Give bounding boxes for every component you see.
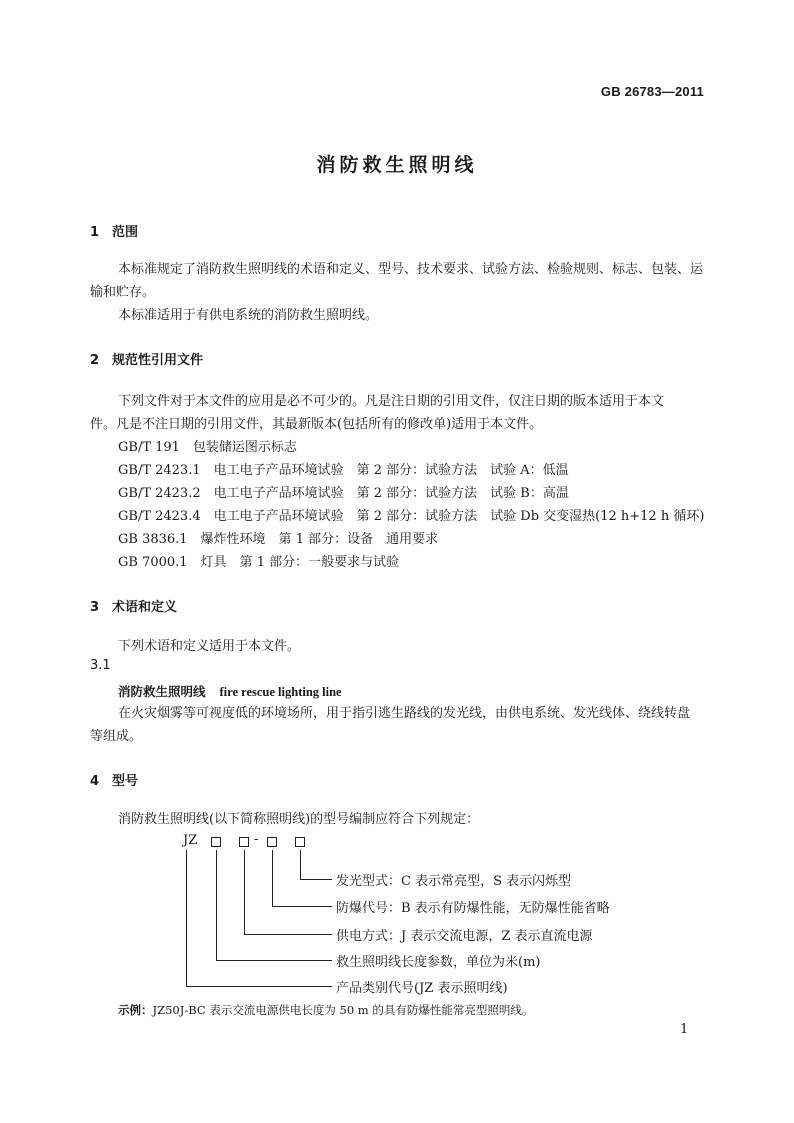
leader-line [272, 906, 332, 907]
section-2-heading [90, 349, 203, 368]
section-title: 术语和定义 [112, 600, 178, 615]
page-number: 1 [680, 1022, 689, 1037]
leader-line [300, 879, 332, 880]
reference-item: GB/T 2423.2 电工电子产品环境试验 第 2 部分：试验方法 试验 B：高温 [118, 486, 569, 501]
leader-line [300, 850, 301, 879]
section-title: 规范性引用文件 [112, 353, 204, 368]
terms-intro: 下列术语和定义适用于本文件。 [118, 639, 301, 654]
section-title: 范围 [112, 225, 139, 240]
leader-line [186, 850, 187, 986]
length-box [211, 837, 221, 847]
section-3-heading [90, 596, 177, 615]
scope-paragraph-line-2: 输和贮存。 [90, 285, 156, 300]
section-number: 4 [90, 774, 100, 789]
term-definition-line-1: 在火灾烟雾等可视度低的环境场所，用于指引逃生路线的发光线，由供电系统、发光线体、绕线转盘 [118, 706, 691, 721]
references-intro-line-2: 件。凡是不注日期的引用文件，其最新版本(包括所有的修改单)适用于本文件。 [90, 417, 543, 432]
leader-line [186, 986, 332, 987]
scope-paragraph-line-1: 本标准规定了消防救生照明线的术语和定义、型号、技术要求、试验方法、检验规则、标志、包装、运 [118, 262, 704, 277]
power-supply-label: 供电方式：J 表示交流电源，Z 表示直流电源 [336, 929, 593, 944]
term-chinese: 消防救生照明线 [118, 684, 206, 699]
model-intro: 消防救生照明线(以下简称照明线)的型号编制应符合下列规定： [118, 812, 480, 827]
lighting-type-label: 发光型式：C 表示常亮型，S 表示闪烁型 [336, 874, 572, 889]
section-1-heading [90, 221, 138, 240]
document-title: 消防救生照明线 [316, 154, 478, 176]
reference-item: GB 3836.1 爆炸性环境 第 1 部分：设备 通用要求 [118, 532, 439, 547]
leader-line [272, 850, 273, 906]
term-english: fire rescue lighting line [219, 685, 342, 699]
subsection-number: 3.1 [90, 658, 111, 673]
references-intro-line-1: 下列文件对于本文件的应用是必不可少的。凡是注日期的引用文件，仅注日期的版本适用于本文 [118, 394, 665, 409]
leader-line [244, 934, 332, 935]
section-title: 型号 [112, 774, 139, 789]
explosion-box [267, 837, 277, 847]
reference-item: GB/T 2423.4 电工电子产品环境试验 第 2 部分：试验方法 试验 Db 交变湿热(12 h+12 h 循环) [118, 509, 705, 524]
term-entry [118, 682, 342, 700]
leader-line [216, 850, 217, 960]
example-text: JZ50J-BC 表示交流电源供电长度为 50 m 的具有防爆性能常亮型照明线。 [152, 1003, 534, 1017]
term-definition-line-2: 等组成。 [90, 729, 143, 744]
example-note [118, 1002, 533, 1018]
product-code-prefix: JZ [183, 833, 198, 848]
length-label: 救生照明线长度参数，单位为米(m) [336, 955, 541, 970]
reference-item: GB/T 191 包装储运图示标志 [118, 440, 297, 455]
product-category-label: 产品类别代号(JZ 表示照明线) [336, 981, 508, 996]
reference-item: GB 7000.1 灯具 第 1 部分：一般要求与试验 [118, 555, 400, 570]
power-box [239, 837, 249, 847]
section-number: 1 [90, 225, 100, 240]
leader-line [244, 850, 245, 934]
standard-code: GB 26783—2011 [600, 84, 704, 99]
leader-line [216, 960, 332, 961]
section-4-heading [90, 770, 138, 789]
code-dash: - [254, 832, 259, 847]
model-code-diagram [0, 830, 794, 1000]
example-label: 示例： [118, 1003, 153, 1017]
section-number: 2 [90, 353, 100, 368]
scope-applicability: 本标准适用于有供电系统的消防救生照明线。 [118, 308, 379, 323]
explosion-proof-label: 防爆代号：B 表示有防爆性能，无防爆性能省略 [336, 901, 610, 916]
section-number: 3 [90, 600, 100, 615]
reference-item: GB/T 2423.1 电工电子产品环境试验 第 2 部分：试验方法 试验 A：低温 [118, 463, 569, 478]
lighting-box [295, 837, 305, 847]
